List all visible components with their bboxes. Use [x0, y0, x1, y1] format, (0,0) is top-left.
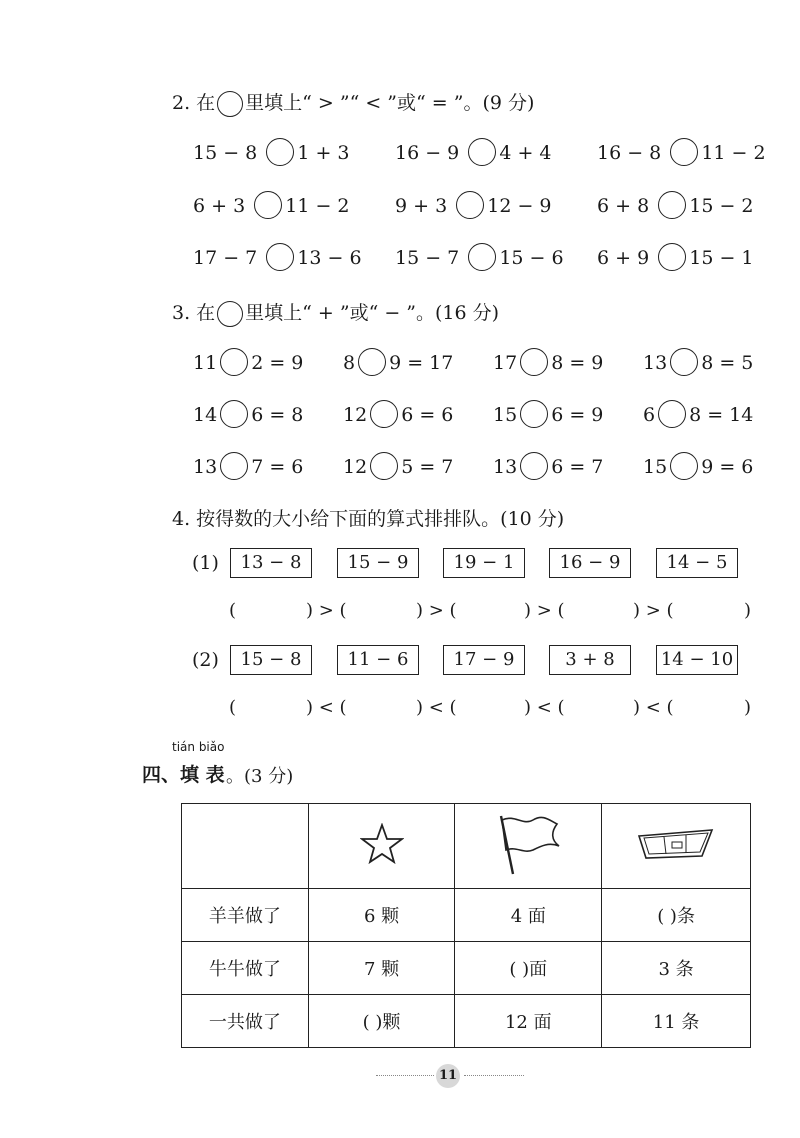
- table-corner-cell: [182, 804, 309, 889]
- table-row: [182, 942, 751, 995]
- answer-circle[interactable]: [670, 138, 698, 166]
- footer-dots-left: [376, 1075, 434, 1076]
- table-cell-blank[interactable]: ( )颗: [308, 995, 455, 1048]
- q3-right: 5 = 7: [401, 456, 454, 478]
- q3-right: 9 = 6: [701, 456, 754, 478]
- section-pinyin: tián biǎo: [172, 740, 225, 754]
- q2-item: [395, 140, 552, 168]
- answer-circle[interactable]: [220, 348, 248, 376]
- table-header-cell: [308, 804, 455, 889]
- q3-left: 12: [343, 404, 368, 426]
- q3-right: 9 = 17: [389, 352, 454, 374]
- q3-heading: [172, 298, 499, 327]
- q3-right: 8 = 14: [689, 404, 754, 426]
- q3-left: 6: [643, 404, 656, 426]
- star-icon: [360, 823, 404, 865]
- table-cell: 12 面: [455, 995, 602, 1048]
- q3-left: 15: [643, 456, 668, 478]
- expression-box: 13 − 8: [230, 548, 312, 578]
- expression-box: 16 − 9: [549, 548, 631, 578]
- order-paren: ) > (: [524, 600, 565, 621]
- page-number: 11: [436, 1064, 460, 1088]
- q2-right: 11 − 2: [701, 142, 766, 164]
- answer-circle[interactable]: [370, 400, 398, 428]
- section-title: 四、填 表: [142, 764, 225, 786]
- q2-left: 16 − 8: [597, 142, 662, 164]
- q3-item: [493, 454, 603, 482]
- order-paren: ) < (: [306, 697, 347, 718]
- q2-item: [395, 245, 564, 273]
- answer-circle[interactable]: [370, 452, 398, 480]
- answer-circle[interactable]: [520, 400, 548, 428]
- q2-item: [597, 193, 754, 221]
- table-header-row: [182, 804, 751, 889]
- expression-box: 15 − 8: [230, 645, 312, 675]
- row-label: 羊羊做了: [182, 889, 309, 942]
- table-row: [182, 995, 751, 1048]
- q3-left: 17: [493, 352, 518, 374]
- q3-left: 13: [193, 456, 218, 478]
- footer-dots-right: [464, 1075, 524, 1076]
- q3-item: [193, 454, 303, 482]
- answer-circle[interactable]: [468, 138, 496, 166]
- q2-left: 15 − 7: [395, 247, 460, 269]
- q2-item: [193, 193, 350, 221]
- section-score: 。(3 分): [226, 766, 294, 787]
- expression-box: 14 − 5: [656, 548, 738, 578]
- q3-item: [643, 350, 753, 378]
- q2-item: [597, 140, 766, 168]
- answer-circle[interactable]: [220, 400, 248, 428]
- answer-circle[interactable]: [658, 400, 686, 428]
- q2-left: 17 − 7: [193, 247, 258, 269]
- q3-right: 6 = 9: [551, 404, 604, 426]
- order-paren: ) < (: [633, 697, 674, 718]
- q3-left: 15: [493, 404, 518, 426]
- q2-right: 11 − 2: [285, 195, 350, 217]
- expression-box: 14 − 10: [656, 645, 738, 675]
- q3-item: [193, 350, 303, 378]
- q3-right: 6 = 8: [251, 404, 304, 426]
- expression-box: 19 − 1: [443, 548, 525, 578]
- q2-right: 4 + 4: [499, 142, 552, 164]
- q3-right: 7 = 6: [251, 456, 304, 478]
- circle-symbol-icon: [217, 301, 243, 327]
- q2-left: 6 + 8: [597, 195, 650, 217]
- order-paren: ): [744, 600, 752, 621]
- table-header-cell: [602, 804, 751, 889]
- q2-left: 15 − 8: [193, 142, 258, 164]
- q4-heading: 4. 按得数的大小给下面的算式排排队。(10 分): [172, 508, 565, 530]
- q3-left: 12: [343, 456, 368, 478]
- q4-part1-label: (1): [192, 552, 219, 574]
- order-paren: ) < (: [416, 697, 457, 718]
- q2-right: 15 − 2: [689, 195, 754, 217]
- table-cell-blank[interactable]: ( )条: [602, 889, 751, 942]
- q3-left: 13: [643, 352, 668, 374]
- order-paren: ) > (: [633, 600, 674, 621]
- boat-icon: [636, 824, 716, 864]
- q2-heading: [172, 88, 534, 117]
- answer-circle[interactable]: [670, 452, 698, 480]
- q3-left: 14: [193, 404, 218, 426]
- q2-left: 6 + 9: [597, 247, 650, 269]
- answer-circle[interactable]: [266, 138, 294, 166]
- q2-left: 6 + 3: [193, 195, 246, 217]
- q2-item: [597, 245, 754, 273]
- q3-item: [343, 402, 453, 430]
- q3-right: 8 = 5: [701, 352, 754, 374]
- table-cell: 3 条: [602, 942, 751, 995]
- q3-item: [493, 402, 603, 430]
- q2-left: 16 − 9: [395, 142, 460, 164]
- q3-left: 11: [193, 352, 218, 374]
- q2-suffix: 里填上“ > ”“ < ”或“ = ”。(9 分): [245, 92, 535, 114]
- q3-right: 6 = 7: [551, 456, 604, 478]
- q2-right: 15 − 1: [689, 247, 754, 269]
- q3-left: 13: [493, 456, 518, 478]
- order-paren: (: [229, 697, 237, 718]
- flag-icon: [493, 812, 563, 876]
- answer-circle[interactable]: [456, 191, 484, 219]
- answer-circle[interactable]: [658, 191, 686, 219]
- order-paren: ) > (: [306, 600, 347, 621]
- q2-left: 9 + 3: [395, 195, 448, 217]
- answer-circle[interactable]: [266, 243, 294, 271]
- q3-suffix: 里填上“ + ”或“ − ”。(16 分): [245, 302, 500, 324]
- order-paren: ): [744, 697, 752, 718]
- table-cell: 6 颗: [308, 889, 455, 942]
- q2-right: 15 − 6: [499, 247, 564, 269]
- answer-circle[interactable]: [658, 243, 686, 271]
- q2-item: [193, 245, 362, 273]
- q2-right: 1 + 3: [297, 142, 350, 164]
- order-paren: ) > (: [416, 600, 457, 621]
- q3-left: 8: [343, 352, 356, 374]
- expression-box: 15 − 9: [337, 548, 419, 578]
- expression-box: 11 − 6: [337, 645, 419, 675]
- answer-circle[interactable]: [520, 452, 548, 480]
- expression-box: 3 + 8: [549, 645, 631, 675]
- q3-item: [643, 454, 753, 482]
- q4-part2-label: (2): [192, 649, 219, 671]
- row-label: 一共做了: [182, 995, 309, 1048]
- answer-circle[interactable]: [468, 243, 496, 271]
- q3-item: [493, 350, 603, 378]
- table-cell-blank[interactable]: ( )面: [455, 942, 602, 995]
- q3-item: [643, 402, 753, 430]
- q3-right: 2 = 9: [251, 352, 304, 374]
- q3-right: 6 = 6: [401, 404, 454, 426]
- q3-item: [343, 350, 453, 378]
- answer-circle[interactable]: [358, 348, 386, 376]
- table-cell: 4 面: [455, 889, 602, 942]
- answer-circle[interactable]: [520, 348, 548, 376]
- table-cell: 11 条: [602, 995, 751, 1048]
- circle-symbol-icon: [217, 91, 243, 117]
- expression-box: 17 − 9: [443, 645, 525, 675]
- q2-right: 13 − 6: [297, 247, 362, 269]
- table-row: [182, 889, 751, 942]
- order-paren: (: [229, 600, 237, 621]
- answer-circle[interactable]: [220, 452, 248, 480]
- row-label: 牛牛做了: [182, 942, 309, 995]
- q2-right: 12 − 9: [487, 195, 552, 217]
- q3-right: 8 = 9: [551, 352, 604, 374]
- answer-circle[interactable]: [670, 348, 698, 376]
- q2-item: [193, 140, 350, 168]
- order-paren: ) < (: [524, 697, 565, 718]
- q3-prefix: 3. 在: [172, 302, 216, 324]
- table-cell: 7 颗: [308, 942, 455, 995]
- table-header-cell: [455, 804, 602, 889]
- answer-circle[interactable]: [254, 191, 282, 219]
- q2-item: [395, 193, 552, 221]
- q2-prefix: 2. 在: [172, 92, 216, 114]
- fill-table: [181, 803, 751, 1048]
- q3-item: [193, 402, 303, 430]
- q3-item: [343, 454, 453, 482]
